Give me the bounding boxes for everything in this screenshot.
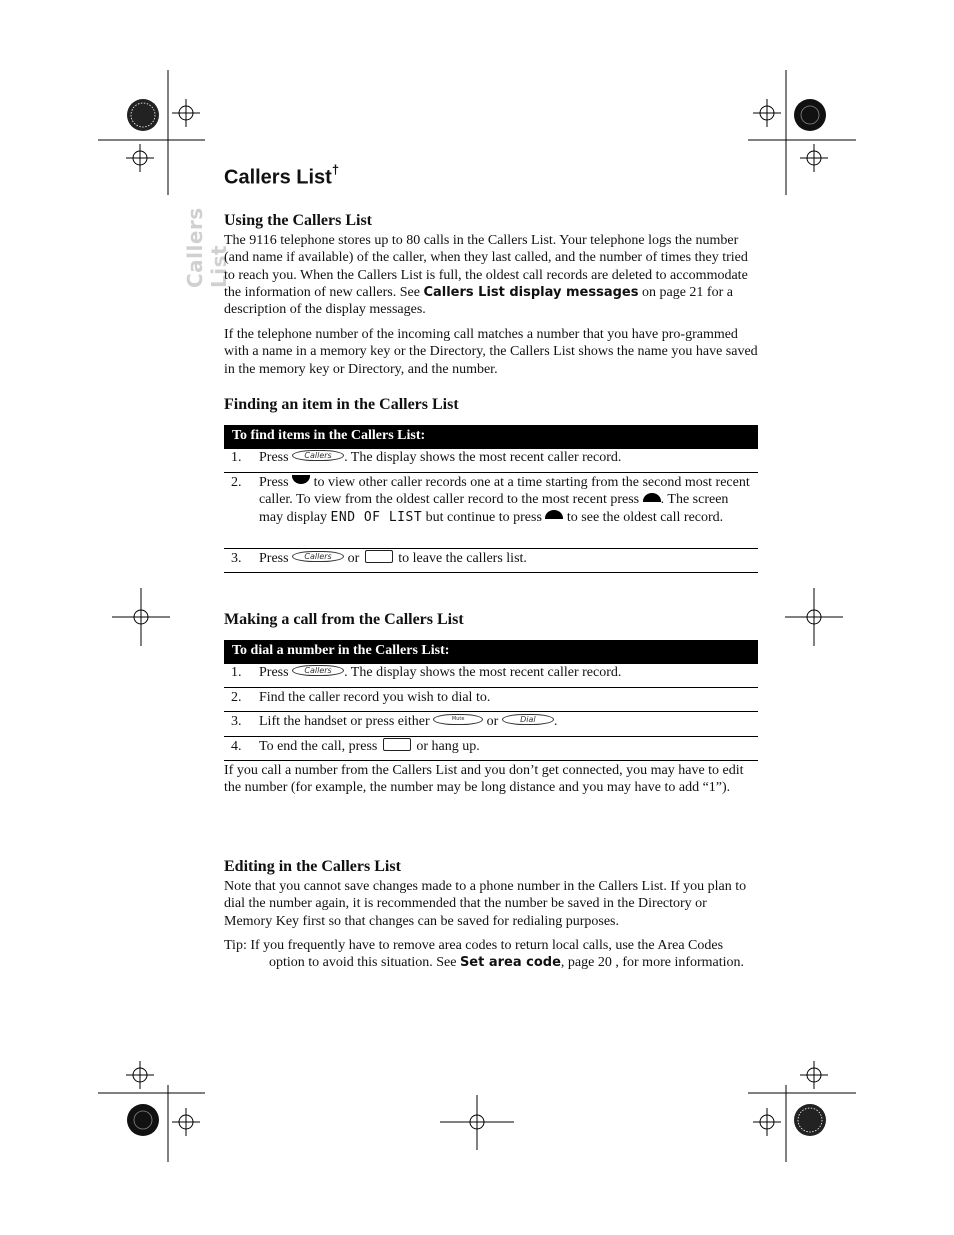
handset-key-icon bbox=[383, 738, 411, 751]
step-text: or bbox=[344, 551, 363, 566]
making-note: If you call a number from the Callers List and you don’t get connected, you may have to edit the number (for example, the number may be long distance and you may have to add “1”). bbox=[224, 763, 744, 796]
callers-key-icon: Callers bbox=[292, 665, 344, 676]
heading-using: Using the Callers List bbox=[224, 212, 372, 229]
step-text: . bbox=[553, 714, 558, 729]
up-arrow-key-icon bbox=[643, 493, 661, 502]
step-text: to see the oldest call record. bbox=[563, 509, 724, 525]
table-header: To find items in the Callers List: bbox=[224, 425, 758, 449]
table-row bbox=[224, 449, 758, 473]
step-text: . The screen may display bbox=[259, 492, 729, 525]
using-paragraph-2: If the telephone number of the incoming call matches a number that you have pro-grammed with a name in a memory key or the Directory, the Callers List shows the name you have saved in the memory key or Directory, and the number. bbox=[224, 327, 758, 377]
side-tab-label: Callers List bbox=[183, 207, 231, 288]
step-text: to leave the callers list. bbox=[394, 551, 527, 566]
tip-text: Tip: If you frequently have to remove area codes to return local calls, use the Area Codes option to avoid this situation. See bbox=[224, 938, 724, 971]
step-text: Press bbox=[259, 475, 289, 490]
mute-key-icon: Mute bbox=[433, 714, 483, 725]
step-text: Find the caller record you wish to dial to. bbox=[259, 690, 491, 705]
callers-key-icon: Callers bbox=[292, 450, 344, 461]
tip-text: , page 20 , for more information. bbox=[560, 955, 745, 971]
using-p1-a: The 9116 telephone stores up to 80 calls in the Callers List. Your telephone logs the number (and name if available) of the caller, when they last called, and the number of times they tried to reach you. When the Callers List is full, the oldest call records are deleted to accommodate the information of new callers. See bbox=[224, 233, 748, 300]
table-row bbox=[224, 664, 758, 688]
link-display-messages: Callers List display messages bbox=[423, 284, 639, 300]
step-text: To end the call, press bbox=[259, 739, 381, 754]
step-text: Press bbox=[259, 665, 289, 680]
step-number: 3. bbox=[231, 551, 242, 566]
step-number: 3. bbox=[231, 714, 242, 729]
step-number: 1. bbox=[231, 665, 242, 680]
page-title-text: Callers List bbox=[224, 166, 332, 189]
table-header: To dial a number in the Callers List: bbox=[224, 640, 758, 664]
tip-paragraph bbox=[224, 937, 758, 972]
step-text: or hang up. bbox=[412, 739, 480, 754]
table-row bbox=[224, 473, 758, 549]
step-text: Press bbox=[259, 551, 289, 566]
step-text: but continue to press bbox=[422, 509, 546, 525]
step-number: 2. bbox=[231, 475, 242, 490]
step-text: Lift the handset or press either bbox=[259, 714, 434, 729]
callers-key-icon: Callers bbox=[292, 551, 344, 562]
step-text: . The display shows the most recent caller record. bbox=[344, 450, 622, 465]
step-number: 1. bbox=[231, 450, 242, 465]
table-row bbox=[224, 549, 758, 573]
heading-making: Making a call from the Callers List bbox=[224, 611, 464, 628]
step-number: 2. bbox=[231, 690, 242, 705]
using-p1-b: on page 21 for a description of the display messages. bbox=[224, 284, 733, 318]
table-row bbox=[224, 712, 758, 737]
page-title bbox=[224, 164, 339, 190]
step-text: to view other caller records one at a time starting from the second most recent caller. To view from the oldest caller record to the most recent press bbox=[259, 475, 750, 508]
heading-finding: Finding an item in the Callers List bbox=[224, 396, 459, 413]
handset-key-icon bbox=[365, 550, 393, 563]
step-text: . The display shows the most recent caller record. bbox=[344, 665, 622, 680]
step-number: 4. bbox=[231, 739, 242, 754]
heading-editing: Editing in the Callers List bbox=[224, 858, 401, 875]
display-message: END OF LIST bbox=[330, 509, 423, 525]
dial-number-table bbox=[224, 640, 758, 761]
dial-key-icon: Dial bbox=[502, 714, 554, 725]
table-row bbox=[224, 737, 758, 761]
using-paragraph-1 bbox=[224, 232, 758, 318]
link-set-area-code: Set area code bbox=[459, 955, 561, 971]
up-arrow-key-icon bbox=[545, 510, 563, 519]
down-arrow-key-icon bbox=[292, 475, 310, 484]
title-mark: † bbox=[331, 162, 340, 177]
editing-paragraph: Note that you cannot save changes made to a phone number in the Callers List. If you plan to dial the number again, it is recommended that the number be saved in the Directory or Memory Key first so that changes can be saved for redialing purposes. bbox=[224, 879, 747, 929]
step-text: or bbox=[483, 714, 502, 729]
step-text: Press bbox=[259, 450, 289, 465]
find-items-table bbox=[224, 425, 758, 573]
table-row bbox=[224, 688, 758, 712]
